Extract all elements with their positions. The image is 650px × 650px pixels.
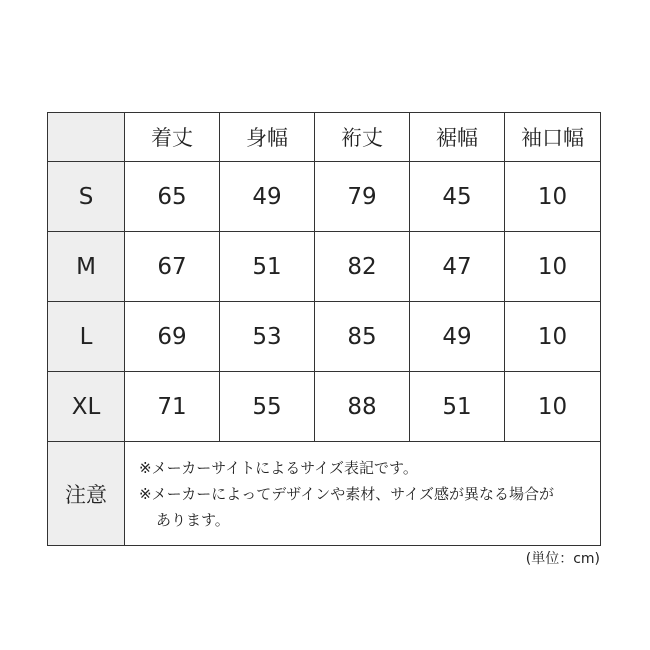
table-row-s (48, 162, 601, 232)
size-label: L (48, 302, 125, 372)
table-cell: 10 (505, 162, 601, 232)
table-cell: 49 (220, 162, 315, 232)
header-corner-cell (48, 113, 125, 162)
unit-label: (単位：cm) (525, 551, 600, 567)
size-label: M (48, 232, 125, 302)
table-row-xl (48, 372, 601, 442)
table-cell: 53 (220, 302, 315, 372)
header-row (48, 113, 601, 162)
table-cell: 55 (220, 372, 315, 442)
table-cell: 47 (410, 232, 505, 302)
header-chest-width: 身幅 (220, 113, 315, 162)
notes-label: 注意 (48, 442, 125, 546)
note-line: ※メーカーサイトによるサイズ表記です。 (139, 458, 418, 477)
size-chart-table (47, 112, 601, 546)
header-sleeve-length: 裄丈 (315, 113, 410, 162)
note-line: あります。 (156, 510, 230, 529)
notes-cell (125, 442, 601, 546)
table-row-l (48, 302, 601, 372)
notes-row (48, 442, 601, 546)
header-hem-width: 裾幅 (410, 113, 505, 162)
table-cell: 51 (410, 372, 505, 442)
table-cell: 10 (505, 232, 601, 302)
size-label: S (48, 162, 125, 232)
table-cell: 45 (410, 162, 505, 232)
table-cell: 69 (125, 302, 220, 372)
table-cell: 82 (315, 232, 410, 302)
table-cell: 71 (125, 372, 220, 442)
note-line: ※メーカーによってデザインや素材、サイズ感が異なる場合が (139, 484, 555, 503)
header-length: 着丈 (125, 113, 220, 162)
table-cell: 88 (315, 372, 410, 442)
table-cell: 49 (410, 302, 505, 372)
table-row-m (48, 232, 601, 302)
table-cell: 65 (125, 162, 220, 232)
table-cell: 67 (125, 232, 220, 302)
size-label: XL (48, 372, 125, 442)
table-cell: 79 (315, 162, 410, 232)
table-cell: 10 (505, 372, 601, 442)
table-cell: 10 (505, 302, 601, 372)
table-cell: 51 (220, 232, 315, 302)
table-cell: 85 (315, 302, 410, 372)
header-cuff-width: 袖口幅 (505, 113, 601, 162)
